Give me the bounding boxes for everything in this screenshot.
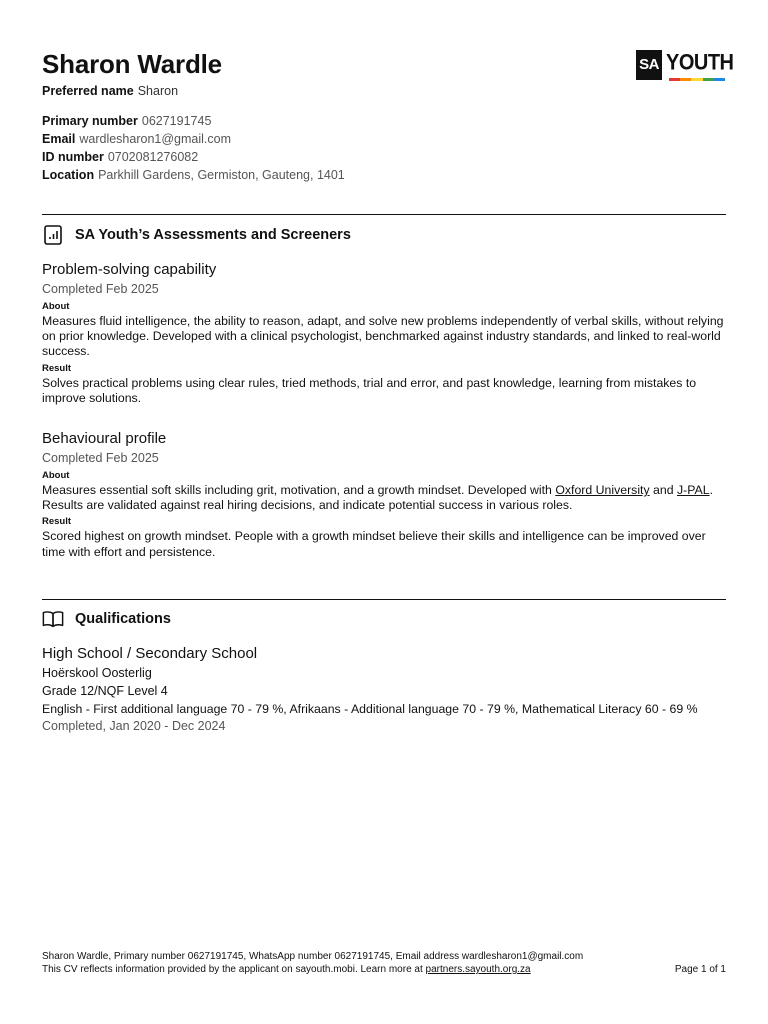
logo-color-stripe xyxy=(669,78,725,81)
assessment-about: Measures fluid intelligence, the ability to reason, adapt, and solve new problems independently of verbal skills, without relying on prior knowledge. Developed with a clinical psychologist, benchmarked against industry standards, and linked to real-world success. xyxy=(42,314,724,359)
about-label: About xyxy=(42,470,70,481)
contact-label: Primary number xyxy=(42,114,138,128)
sa-youth-logo xyxy=(636,48,734,82)
assessment-title: Behavioural profile xyxy=(42,430,167,447)
contact-value: Parkhill Gardens, Germiston, Gauteng, 1401 xyxy=(98,168,345,182)
open-book-icon xyxy=(42,608,64,630)
logo-mark: SA xyxy=(636,50,662,80)
footer-note-text: This CV reflects information provided by the applicant on sayouth.mobi. Learn more at xyxy=(42,964,426,975)
assessment-completed-date: Completed Feb 2025 xyxy=(42,451,159,465)
assessment-title: Problem-solving capability xyxy=(42,261,217,278)
contact-label: Email xyxy=(42,132,76,146)
contact-label: Location xyxy=(42,168,95,182)
qualification-title: High School / Secondary School xyxy=(42,645,258,662)
qualification-subjects: English - First additional language 70 - 79 %, Afrikaans - Additional language 70 - 79 %, Mathematical Literacy 60 - 69 % xyxy=(42,702,698,716)
qualifications-section-header xyxy=(42,608,171,630)
qualifications-title: Qualifications xyxy=(75,611,171,627)
contact-id-number xyxy=(42,148,726,166)
preferred-name-value: Sharon xyxy=(137,84,179,98)
result-label: Result xyxy=(42,516,72,528)
qualification-item xyxy=(42,644,726,735)
result-label: Result xyxy=(42,362,72,374)
oxford-university-link[interactable]: Oxford University xyxy=(555,483,650,497)
stripe-green xyxy=(703,78,714,81)
about-text: . Results are validated against real hiring decisions, and indicate potential success in various roles. xyxy=(42,483,713,513)
footer-note xyxy=(42,963,726,976)
page-number: Page 1 of 1 xyxy=(674,964,726,975)
stripe-blue xyxy=(714,78,725,81)
contact-value: 0627191745 xyxy=(141,114,212,128)
assessment-completed-date: Completed Feb 2025 xyxy=(42,282,159,296)
j-pal-link[interactable]: J-PAL xyxy=(676,483,710,497)
qualification-level: Grade 12/NQF Level 4 xyxy=(42,684,168,698)
school-name: Hoërskool Oosterlig xyxy=(42,666,152,680)
section-divider xyxy=(42,599,726,600)
assessment-result: Solves practical problems using clear rules, tried methods, trial and error, and past knowledge, learning from mistakes to improve solutions. xyxy=(42,375,697,405)
logo-word: YOUTH xyxy=(666,50,734,75)
contact-value: 0702081276082 xyxy=(107,150,199,164)
stripe-orange xyxy=(680,78,691,81)
partners-link[interactable]: partners.sayouth.org.za xyxy=(425,964,531,975)
contact-email xyxy=(42,130,726,148)
stripe-yellow xyxy=(691,78,702,81)
preferred-name-label: Preferred name xyxy=(42,84,134,98)
bar-chart-document-icon xyxy=(42,224,64,246)
assessments-section-header xyxy=(42,224,351,246)
cv-footer xyxy=(42,950,726,976)
contact-primary-number xyxy=(42,112,726,130)
stripe-red xyxy=(669,78,680,81)
assessment-behavioural-profile xyxy=(42,429,726,560)
candidate-name: Sharon Wardle xyxy=(42,49,222,79)
qualification-period: Completed, Jan 2020 - Dec 2024 xyxy=(42,719,226,733)
contact-location xyxy=(42,166,726,184)
section-divider xyxy=(42,214,726,215)
cv-header xyxy=(42,48,734,184)
assessment-problem-solving xyxy=(42,260,726,406)
about-label: About xyxy=(42,301,70,312)
contact-details xyxy=(42,112,726,184)
assessments-title: SA Youth’s Assessments and Screeners xyxy=(75,227,351,243)
contact-value: wardlesharon1@gmail.com xyxy=(79,132,232,146)
about-text: Measures essential soft skills including grit, motivation, and a growth mindset. Developed with xyxy=(42,483,556,497)
preferred-name xyxy=(42,82,726,100)
contact-label: ID number xyxy=(42,150,104,164)
assessment-about xyxy=(42,483,726,513)
assessment-result: Scored highest on growth mindset. People with a growth mindset believe their skills and intelligence can be improved over time with effort and persistence. xyxy=(42,529,706,559)
footer-contact-line: Sharon Wardle, Primary number 0627191745, WhatsApp number 0627191745, Email address wardlesharon1@gmail.com xyxy=(42,951,584,962)
about-text: and xyxy=(649,483,677,497)
